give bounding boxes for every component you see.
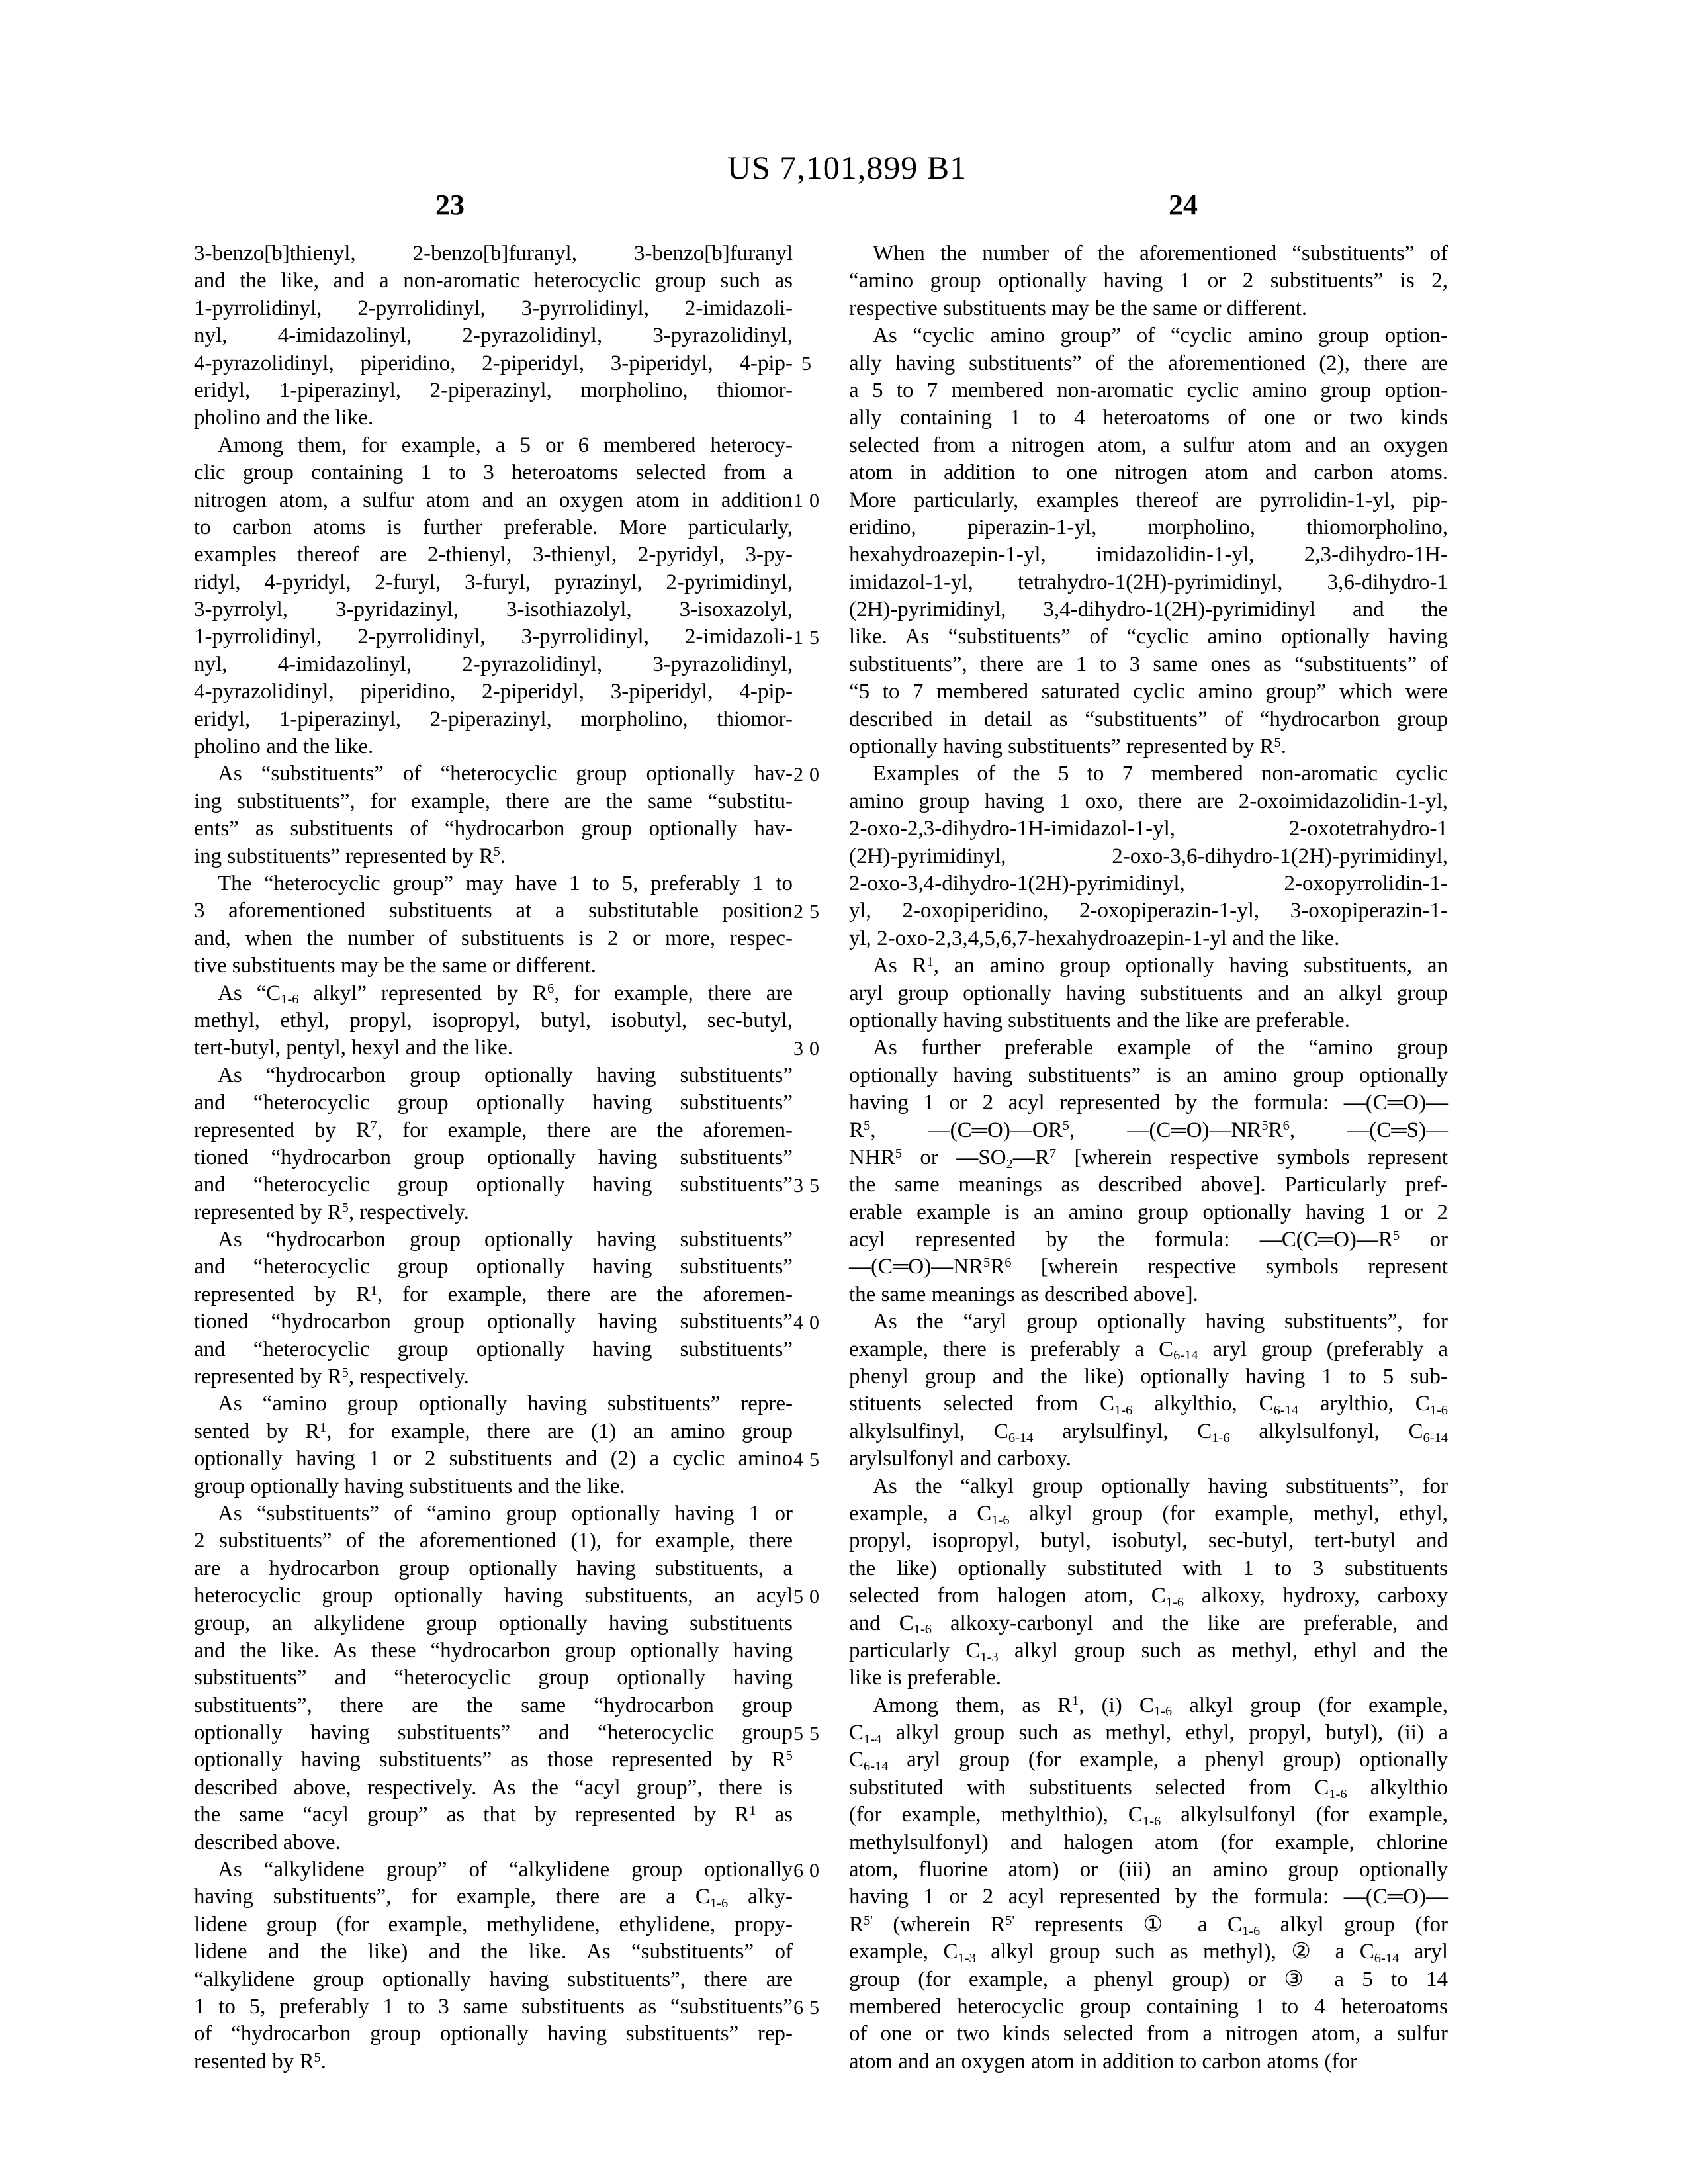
col23-text-line: and the like. As these “hydrocarbon group optionally having [194,1638,793,1662]
col24-text-line: NHR$^5$ or $—SO_2—R^7$ [wherein respective symbols represent [849,1145,1448,1171]
col23-text-line: tert-butyl, pentyl, hexyl and the like. [194,1036,513,1060]
col23-text-line: As “substituents” of “heterocyclic group optionally hav- [218,762,793,786]
col24-text-line: phenyl group and the like) optionally having 1 to 5 sub- [849,1365,1448,1389]
col24-text-line: the same meanings as described above]. Particularly pref- [849,1173,1448,1197]
col23-text-line: 3 aforementioned substituents at a substitutable position [194,899,793,923]
col23-text-line: eridyl, 1-piperazinyl, 2-piperazinyl, morpholino, thiomor- [194,378,793,402]
col23-text-line: As “substituents” of “amino group optionally having 1 or [218,1501,793,1525]
col24-text-line: atom, fluorine atom) or (iii) an amino group optionally [849,1858,1448,1882]
col23-text-line: sented by $R^1$, for example, there are (1) an amino group [194,1419,793,1443]
col23-text-line: pholino and the like. [194,406,374,430]
col24-text-line: of one or two kinds selected from a nitrogen atom, a sulfur [849,2022,1448,2046]
col24-text-line: $C_{1-4}$ alkyl group such as methyl, ethyl, propyl, butyl), (ii) a [849,1721,1448,1747]
col23-text-line: optionally having substituents” as those represented by $R^5$ [194,1748,793,1772]
col24-text-line: example, $C_{1-3}$ alkyl group such as methyl), ② a $C_{6-14}$ aryl [849,1940,1449,1966]
col23-text-line: nitrogen atom, a sulfur atom and an oxygen atom in addition [194,488,793,512]
col23-text-line: and, when the number of substituents is 2 or more, respec- [194,926,793,950]
col24-text-line: Examples of the 5 to 7 membered non-aromatic cyclic [873,762,1448,786]
col24-text-line: particularly $C_{1-3}$ alkyl group such as methyl, ethyl and the [849,1638,1448,1664]
col24-text-line: More particularly, examples thereof are pyrrolidin-1-yl, pip- [849,488,1448,512]
col23-text-line: Among them, for example, a 5 or 6 membered heterocy- [218,433,793,457]
col24-text-line: substituents”, there are 1 to 3 same ones as “substituents” of [849,652,1448,676]
col24-text-line: $R^{5'}$ (wherein $R^{5'}$ represents ① a $C_{1-6}$ alkyl group (for [849,1912,1448,1938]
col24-text-line: optionally having substituents and the like are preferable. [849,1008,1350,1032]
col23-text-line: described above, respectively. As the “acyl group”, there is [194,1775,793,1799]
line-number: 25 [793,900,825,923]
line-number: 20 [793,763,825,786]
col23-text-line: clic group containing 1 to 3 heteroatoms selected from a [194,461,793,485]
col23-text-line: optionally having 1 or 2 substituents and (2) a cyclic amino [194,1447,793,1471]
column-number-24: 24 [1169,189,1198,221]
col24-text-line: ally containing 1 to 4 heteroatoms of one or two kinds [849,406,1448,430]
col23-text-line: and “heterocyclic group optionally having substituents” [194,1255,793,1279]
col24-text-line: When the number of the aforementioned “substituents” of [873,242,1448,265]
col24-text-line: $C_{6-14}$ aryl group (for example, a phenyl group) optionally [849,1748,1448,1774]
col24-text-line: “amino group optionally having 1 or 2 substituents” is 2, [849,269,1448,293]
col23-text-line: As “hydrocarbon group optionally having substituents” [218,1063,793,1087]
col24-text-line: 2-oxo-2,3-dihydro-1H-imidazol-1-yl, 2-oxotetrahydro-1 [849,817,1448,841]
col24-text-line: yl, 2-oxopiperidino, 2-oxopiperazin-1-yl, 3-oxopiperazin-1- [849,899,1448,923]
col24-text-line: Among them, as $R^1$, (i) $C_{1-6}$ alkyl group (for example, [873,1693,1448,1719]
col23-text-line: optionally having substituents” and “heterocyclic group [194,1721,793,1745]
col24-text-line: optionally having substituents” is an amino group optionally [849,1063,1448,1087]
col24-text-line: membered heterocyclic group containing 1 to 4 heteroatoms [849,1995,1448,2019]
col23-text-line: 4-pyrazolidinyl, piperidino, 2-piperidyl, 3-piperidyl, 4-pip- [194,680,793,704]
col24-text-line: having 1 or 2 acyl represented by the formula: —(C═O)— [849,1885,1448,1909]
col24-text-line: group (for example, a phenyl group) or ③ a 5 to 14 [849,1967,1448,1991]
col24-text-line: arylsulfonyl and carboxy. [849,1447,1072,1471]
col24-text-line: described in detail as “substituents” of “hydrocarbon group [849,707,1448,731]
col23-text-line: group optionally having substituents and the like. [194,1474,625,1498]
col23-text-line: substituents”, there are the same “hydrocarbon group [194,1693,793,1717]
line-number: 40 [793,1311,825,1334]
col24-text-line: amino group having 1 oxo, there are 2-oxoimidazolidin-1-yl, [849,789,1448,813]
col23-text-line: substituents” and “heterocyclic group optionally having [194,1666,793,1690]
col24-text-line: ally having substituents” of the aforementioned (2), there are [849,351,1448,375]
col23-text-line: to carbon atoms is further preferable. More particularly, [194,515,793,539]
col23-text-line: 4-pyrazolidinyl, piperidino, 2-piperidyl, 3-piperidyl, 4-pip- [194,351,793,375]
col24-text-line: hexahydroazepin-1-yl, imidazolidin-1-yl, 2,3-dihydro-1H- [849,543,1448,567]
col24-text-line: As “cyclic amino group” of “cyclic amino group option- [873,324,1448,348]
col23-text-line: 1 to 5, preferably 1 to 3 same substituents as “substituents” [194,1995,793,2019]
col23-text-line: 3-pyrrolyl, 3-pyridazinyl, 3-isothiazolyl, 3-isoxazolyl, [194,598,793,622]
col23-text-line: nyl, 4-imidazolinyl, 2-pyrazolidinyl, 3-pyrazolidinyl, [194,652,793,676]
line-number: 45 [793,1448,825,1471]
col24-text-line: a 5 to 7 membered non-aromatic cyclic amino group option- [849,378,1448,402]
col23-text-line: group, an alkylidene group optionally having substituents [194,1611,793,1635]
col23-text-line: and “heterocyclic group optionally having substituents” [194,1091,793,1115]
col24-text-line: As the “aryl group optionally having substituents”, for [873,1310,1448,1334]
col24-text-line: example, a $C_{1-6}$ alkyl group (for example, methyl, ethyl, [849,1501,1449,1527]
col23-text-line: tive substituents may be the same or different. [194,954,596,978]
line-number: 30 [793,1037,825,1060]
col23-text-line: eridyl, 1-piperazinyl, 2-piperazinyl, morpholino, thiomor- [194,707,793,731]
col23-text-line: As “$C_{1-6}$ alkyl” represented by $R^6$, for example, there are [218,981,793,1007]
col23-text-line: ents” as substituents of “hydrocarbon group optionally hav- [194,817,793,841]
col23-text-line: lidene group (for example, methylidene, ethylidene, propy- [194,1912,793,1936]
col23-text-line: nyl, 4-imidazolinyl, 2-pyrazolidinyl, 3-pyrazolidinyl, [194,324,793,348]
col24-text-line: optionally having substituents” represented by $R^5$. [849,735,1286,759]
col23-text-line: and the like, and a non-aromatic heterocyclic group such as [194,269,793,293]
col24-text-line: having 1 or 2 acyl represented by the formula: —(C═O)— [849,1091,1448,1115]
col23-text-line: As “hydrocarbon group optionally having substituents” [218,1228,793,1252]
col24-text-line: like is preferable. [849,1666,1001,1690]
col23-text-line: having substituents”, for example, there are a $C_{1-6}$ alky- [194,1885,793,1911]
column-23-text [194,240,793,2075]
col24-text-line: stituents selected from $C_{1-6}$ alkylthio, $C_{6-14}$ arylthio, $C_{1-6}$ [849,1392,1448,1418]
col24-text-line: 2-oxo-3,4-dihydro-1(2H)-pyrimidinyl, 2-oxopyrrolidin-1- [849,871,1448,895]
col24-text-line: “5 to 7 membered saturated cyclic amino group” which were [849,680,1448,704]
col24-text-line: atom and an oxygen atom in addition to carbon atoms (for [849,2049,1357,2073]
col24-text-line: respective substituents may be the same or different. [849,296,1308,320]
col24-text-line: As further preferable example of the “amino group [873,1036,1448,1060]
col24-text-line: imidazol-1-yl, tetrahydro-1(2H)-pyrimidinyl, 3,6-dihydro-1 [849,570,1448,594]
col24-text-line: propyl, isopropyl, butyl, isobutyl, sec-butyl, tert-butyl and [849,1529,1448,1553]
col23-text-line: As “alkylidene group” of “alkylidene group optionally [218,1858,793,1882]
col24-text-line: the like) optionally substituted with 1 to 3 substituents [849,1556,1448,1580]
col24-text-line: and $C_{1-6}$ alkoxy-carbonyl and the like are preferable, and [849,1611,1448,1637]
col24-text-line: As the “alkyl group optionally having substituents”, for [873,1474,1448,1498]
line-number: 65 [793,1996,825,2019]
line-number: 60 [793,1859,825,1882]
col23-text-line: represented by $R^5$, respectively. [194,1365,469,1389]
col23-text-line: tioned “hydrocarbon group optionally having substituents” [194,1310,793,1334]
col24-text-line: example, there is preferably a $C_{6-14}$ aryl group (preferably a [849,1337,1448,1363]
col23-text-line: the same “acyl group” as that by represented by $R^1$ as [194,1803,793,1827]
col24-text-line: like. As “substituents” of “cyclic amino optionally having [849,625,1448,649]
line-number: 10 [793,489,825,512]
col23-text-line: 1-pyrrolidinyl, 2-pyrrolidinyl, 3-pyrrolidinyl, 2-imidazoli- [194,296,793,320]
line-number: 50 [793,1585,825,1608]
col24-text-line: eridino, piperazin-1-yl, morpholino, thiomorpholino, [849,515,1448,539]
col23-text-line: ing substituents”, for example, there are the same “substitu- [194,789,793,813]
col24-text-line: substituted with substituents selected from $C_{1-6}$ alkylthio [849,1775,1448,1801]
col23-text-line: 2 substituents” of the aforementioned (1), for example, there [194,1529,793,1553]
line-number: 55 [793,1722,825,1745]
col23-text-line: resented by $R^5$. [194,2049,326,2073]
col24-text-line: methylsulfonyl) and halogen atom (for example, chlorine [849,1830,1448,1854]
col24-text-line: selected from halogen atom, $C_{1-6}$ alkoxy, hydroxy, carboxy [849,1584,1448,1610]
col24-text-line: (2H)-pyrimidinyl, 3,4-dihydro-1(2H)-pyrimidinyl and the [849,598,1448,622]
col23-text-line: The “heterocyclic group” may have 1 to 5, preferably 1 to [218,871,793,895]
line-number: 15 [793,626,825,649]
col23-text-line: are a hydrocarbon group optionally having substituents, a [194,1556,793,1580]
col24-text-line: atom in addition to one nitrogen atom and carbon atoms. [849,461,1448,485]
patent-number-header: US 7,101,899 B1 [727,149,967,186]
col24-text-line: erable example is an amino group optionally having 1 or 2 [849,1200,1448,1224]
col23-text-line: represented by $R^7$, for example, there are the aforemen- [194,1118,793,1142]
col24-text-line: the same meanings as described above]. [849,1282,1198,1306]
col24-text-line: alkylsulfinyl, $C_{6-14}$ arylsulfinyl, $C_{1-6}$ alkylsulfonyl, $C_{6-14}$ [849,1419,1449,1445]
col24-text-line: $—(C═O)—NR^5R^6$ [wherein respective symbols represent [849,1255,1448,1279]
col24-text-line: aryl group optionally having substituents and an alkyl group [849,981,1448,1005]
col23-text-line: of “hydrocarbon group optionally having substituents” rep- [194,2022,793,2046]
column-number-23: 23 [435,189,465,221]
col24-text-line: acyl represented by the formula: $—C(C═O)—R^5$ or [849,1228,1448,1252]
col23-text-line: tioned “hydrocarbon group optionally having substituents” [194,1145,793,1169]
col23-text-line: ridyl, 4-pyridyl, 2-furyl, 3-furyl, pyrazinyl, 2-pyrimidinyl, [194,570,793,594]
col23-text-line: represented by $R^5$, respectively. [194,1200,469,1224]
col23-text-line: and “heterocyclic group optionally having substituents” [194,1337,793,1361]
col23-text-line: and “heterocyclic group optionally having substituents” [194,1173,793,1197]
col23-text-line: lidene and the like) and the like. As “substituents” of [194,1940,793,1964]
col24-text-line: yl, 2-oxo-2,3,4,5,6,7-hexahydroazepin-1-yl and the like. [849,926,1340,950]
col23-text-line: heterocyclic group optionally having substituents, an acyl [194,1584,793,1608]
col23-text-line: As “amino group optionally having substituents” repre- [218,1392,793,1416]
line-number: 35 [793,1174,825,1197]
col23-text-line: described above. [194,1830,341,1854]
col23-text-line: 3-benzo[b]thienyl, 2-benzo[b]furanyl, 3-benzo[b]furanyl [194,242,793,265]
col24-text-line: (2H)-pyrimidinyl, 2-oxo-3,6-dihydro-1(2H)-pyrimidinyl, [849,844,1448,868]
col23-text-line: examples thereof are 2-thienyl, 3-thienyl, 2-pyridyl, 3-py- [194,543,793,567]
col24-text-line: (for example, methylthio), $C_{1-6}$ alkylsulfonyl (for example, [849,1803,1448,1829]
col24-text-line: selected from a nitrogen atom, a sulfur atom and an oxygen [849,433,1448,457]
col23-text-line: pholino and the like. [194,735,374,759]
column-24-text [849,240,1448,2075]
col24-text-line: As $R^1$, an amino group optionally having substituents, an [873,954,1448,978]
col23-text-line: represented by $R^1$, for example, there are the aforemen- [194,1282,793,1306]
col23-text-line: 1-pyrrolidinyl, 2-pyrrolidinyl, 3-pyrrolidinyl, 2-imidazoli- [194,625,793,649]
line-number: 5 [801,352,817,375]
col23-text-line: “alkylidene group optionally having substituents”, there are [194,1967,793,1991]
col23-text-line: methyl, ethyl, propyl, isopropyl, butyl, isobutyl, sec-butyl, [194,1008,793,1032]
col23-text-line: ing substituents” represented by $R^5$. [194,844,506,868]
col24-text-line: $R^5$, $—(C═O)—OR^5$, $—(C═O)—NR^5R^6$, —(C═S)— [849,1118,1448,1142]
